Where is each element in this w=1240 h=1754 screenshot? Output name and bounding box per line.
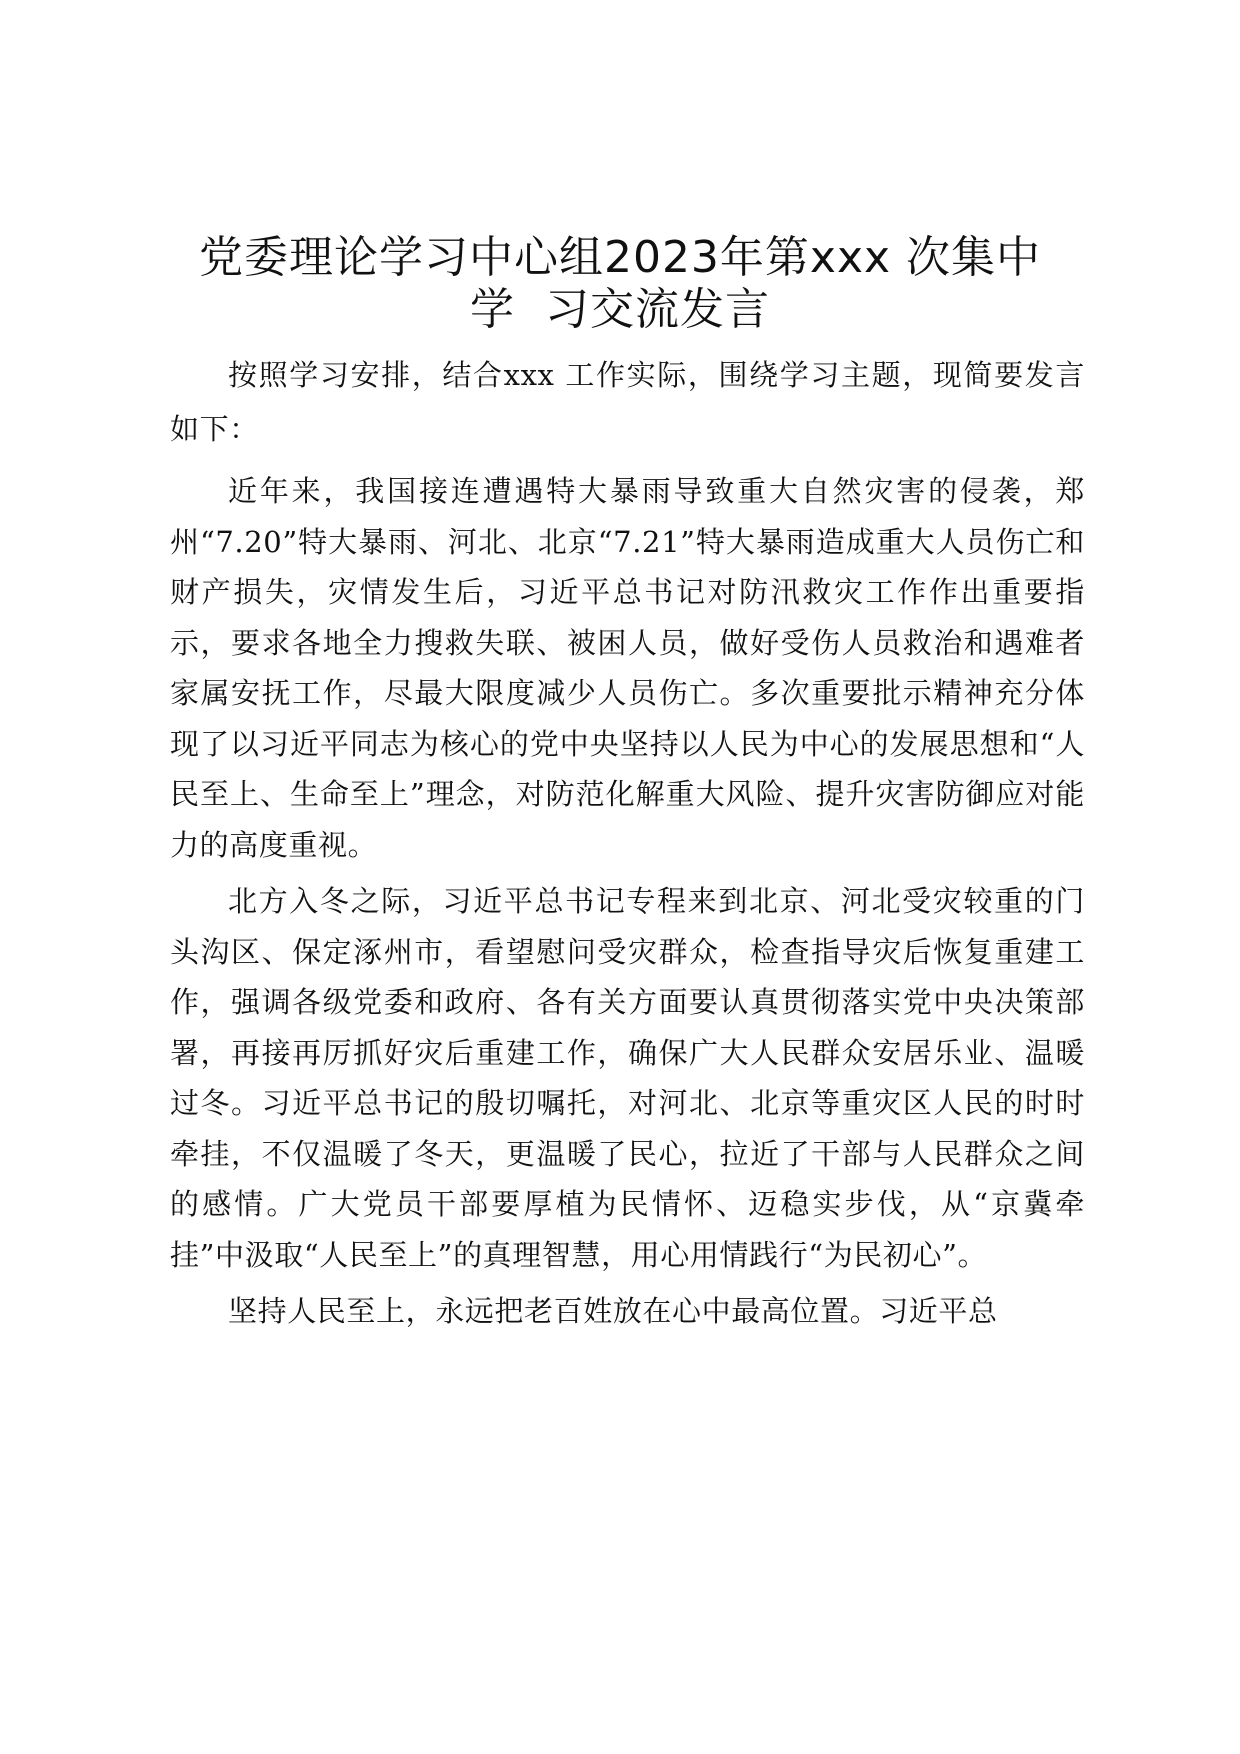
paragraph-winter-visit: 北方入冬之际，习近平总书记专程来到北京、河北受灾较重的门头沟区、保定涿州市，看望慰问受灾群众，检查指导灾后恢复重建工作，强调各级党委和政府、各有关方面要认真贯彻落实党中央决策部署，再接再厉抓好灾后重建工作，确保广大人民群众安居乐业、温暖过冬。习近平总书记的殷切嘱托，对河北、北京等重灾区人民的时时牵挂，不仅温暖了冬天，更温暖了民心，拉近了干部与人民群众之间的感情。广大党员干部要厚植为民情怀、迈稳实步伐，从“京冀牵挂”中汲取“人民至上”的真理智慧，用心用情践行“为民初心”。 — [170, 884, 1085, 1272]
paragraph-disasters: 近年来，我国接连遭遇特大暴雨导致重大自然灾害的侵袭，郑州“7.20”特大暴雨、河北、北京“7.21”特大暴雨造成重大人员伤亡和财产损失，灾情发生后，习近平总书记对防汛救灾工作作出重要指示，要求各地全力搜救失联、被困人员，做好受伤人员救治和遇难者家属安抚工作，尽最大限度减少人员伤亡。多次重要批示精神充分体现了以习近平同志为核心的党中央坚持以人民为中心的发展思想和“人民至上、生命至上”理念，对防范化解重大风险、提升灾害防御应对能力的高度重视。 — [170, 474, 1085, 862]
paragraph-people-first: 坚持人民至上，永远把老百姓放在心中最高位置。习近平总 — [228, 1294, 998, 1328]
document-body — [170, 348, 1085, 1343]
title-line-2: 学 习交流发言 — [470, 284, 770, 335]
title-line-1: 党委理论学习中心组2023年第xxx 次集中 — [198, 232, 1042, 283]
document-title — [140, 232, 1100, 336]
paragraph-intro: 按照学习安排，结合xxx 工作实际，围绕学习主题，现简要发言如下： — [170, 358, 1085, 446]
